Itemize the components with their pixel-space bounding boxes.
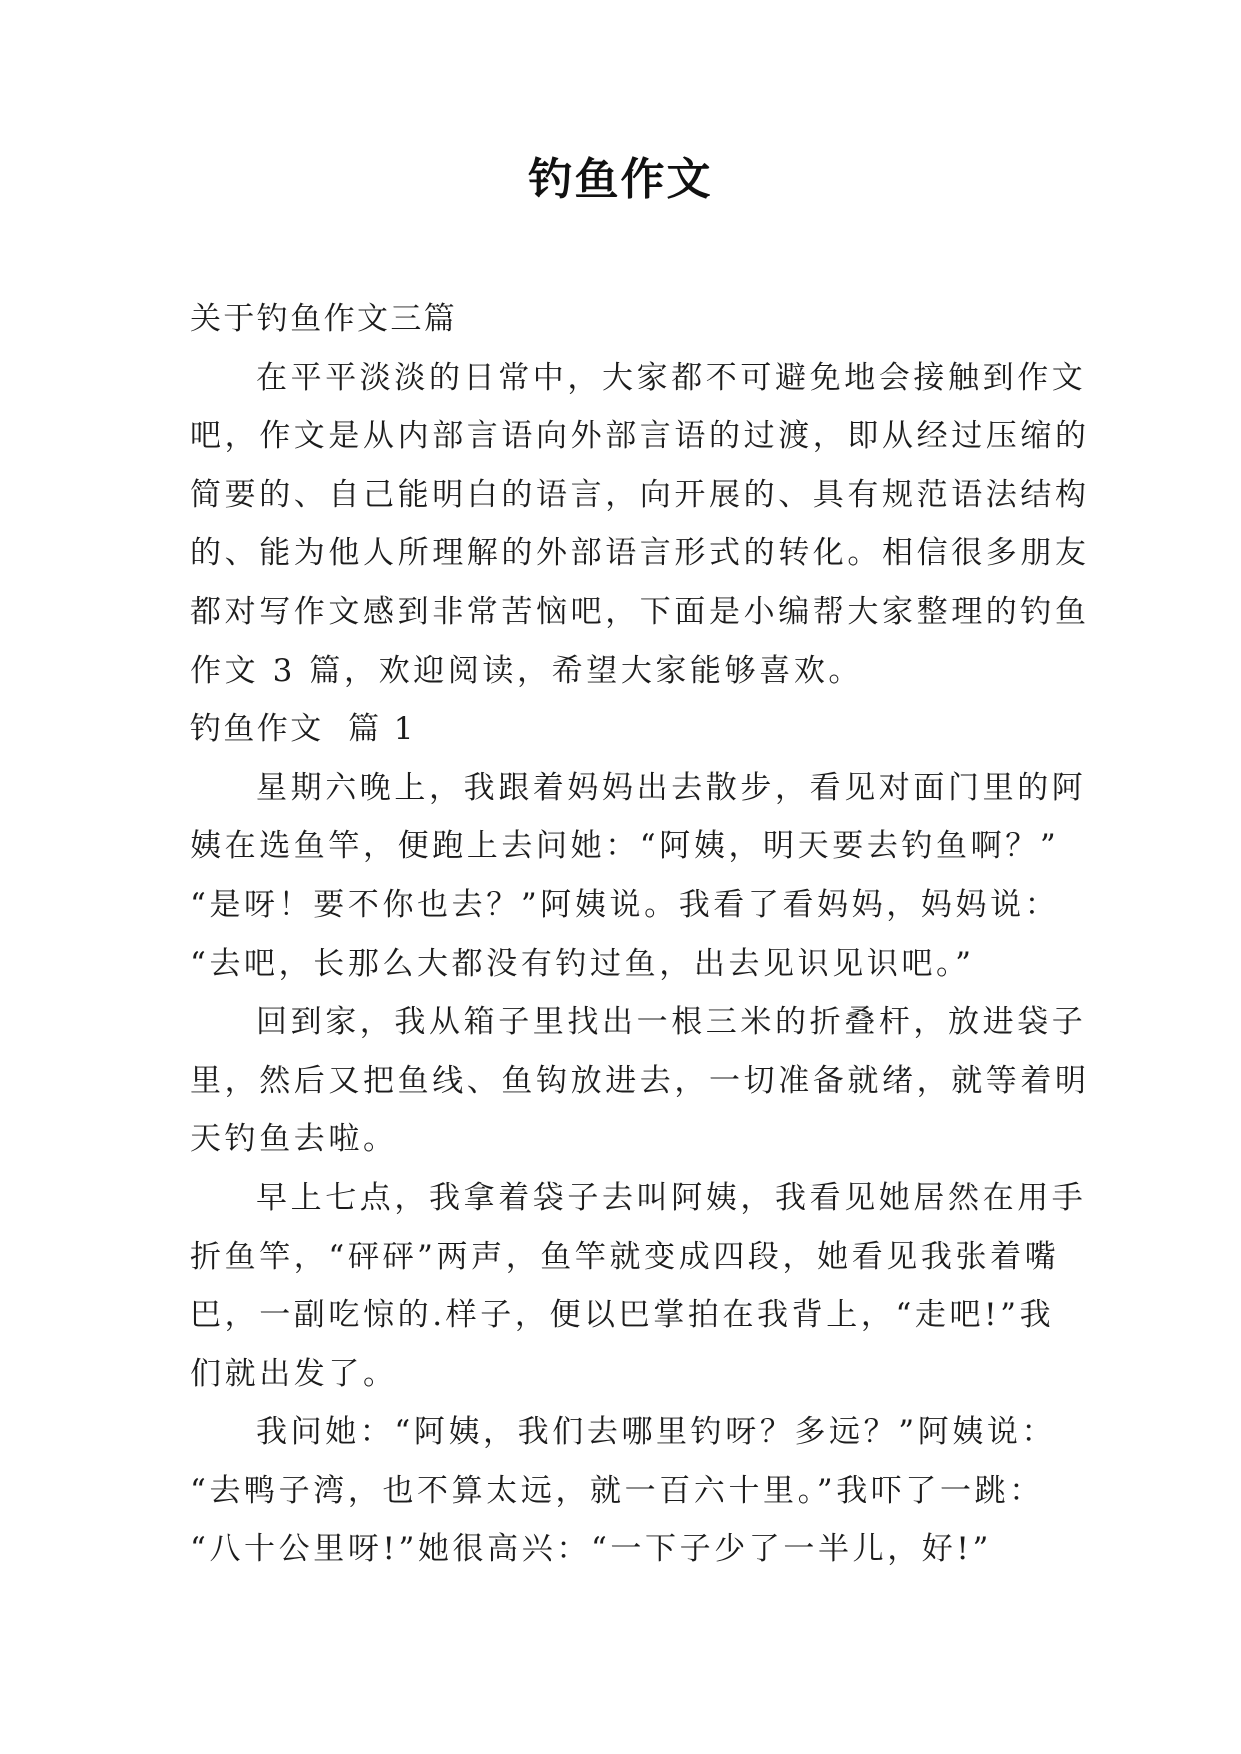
text-line: “去鸭子湾，也不算太远，就一百六十里。”我吓了一跳： [190,1472,1044,1509]
text-line: 都对写作文感到非常苦恼吧，下面是小编帮大家整理的钓鱼 [190,593,1090,630]
text-line: 早上七点，我拿着袋子去叫阿姨，我看见她居然在用手 [256,1179,1087,1216]
document-body [190,290,1090,1579]
text-line: “是呀！要不你也去？”阿姨说。我看了看妈妈，妈妈说： [190,886,1060,923]
document-subtitle: 关于钓鱼作文三篇 [190,301,458,337]
paragraph-2 [190,993,1090,1169]
text-line: “八十公里呀!”她很高兴：“一下子少了一半儿，好!” [190,1531,992,1568]
section-heading: 钓鱼作文 篇 1 [190,711,416,748]
text-line: 简要的、自己能明白的语言，向开展的、具有规范语法结构 [190,476,1090,513]
text-line: 在平平淡淡的日常中，大家都不可避免地会接触到作文 [256,359,1087,396]
intro-paragraph [190,349,1090,701]
text-line: 折鱼竿，“砰砰”两声，鱼竿就变成四段，她看见我张着嘴 [190,1238,1060,1275]
text-line: 作文 3 篇，欢迎阅读，希望大家能够喜欢。 [190,652,864,689]
text-line: “去吧，长那么大都没有钓过鱼，出去见识见识吧。” [190,945,975,982]
text-line: 巴，一副吃惊的.样子，便以巴掌拍在我背上，“走吧!”我 [190,1297,1055,1334]
text-line: 我问她：“阿姨，我们去哪里钓呀？多远？”阿姨说： [256,1414,1057,1451]
paragraph-1 [190,759,1087,993]
text-line: 们就出发了。 [190,1355,398,1392]
text-line: 星期六晚上，我跟着妈妈出去散步，看见对面门里的阿 [256,769,1087,806]
text-line: 里，然后又把鱼线、鱼钩放进去，一切准备就绪，就等着明 [190,1062,1090,1099]
paragraph-3 [190,1169,1087,1403]
text-line: 姨在选鱼竿，便跑上去问她：“阿姨，明天要去钓鱼啊？” [190,828,1060,865]
document-title: 钓鱼作文 [528,154,713,205]
text-line: 的、能为他人所理解的外部语言形式的转化。相信很多朋友 [190,535,1090,572]
text-line: 天钓鱼去啦。 [190,1121,398,1158]
text-line: 回到家，我从箱子里找出一根三米的折叠杆，放进袋子 [256,1004,1087,1041]
text-line: 吧，作文是从内部言语向外部言语的过渡，即从经过压缩的 [190,418,1090,455]
paragraph-4 [190,1403,1060,1579]
